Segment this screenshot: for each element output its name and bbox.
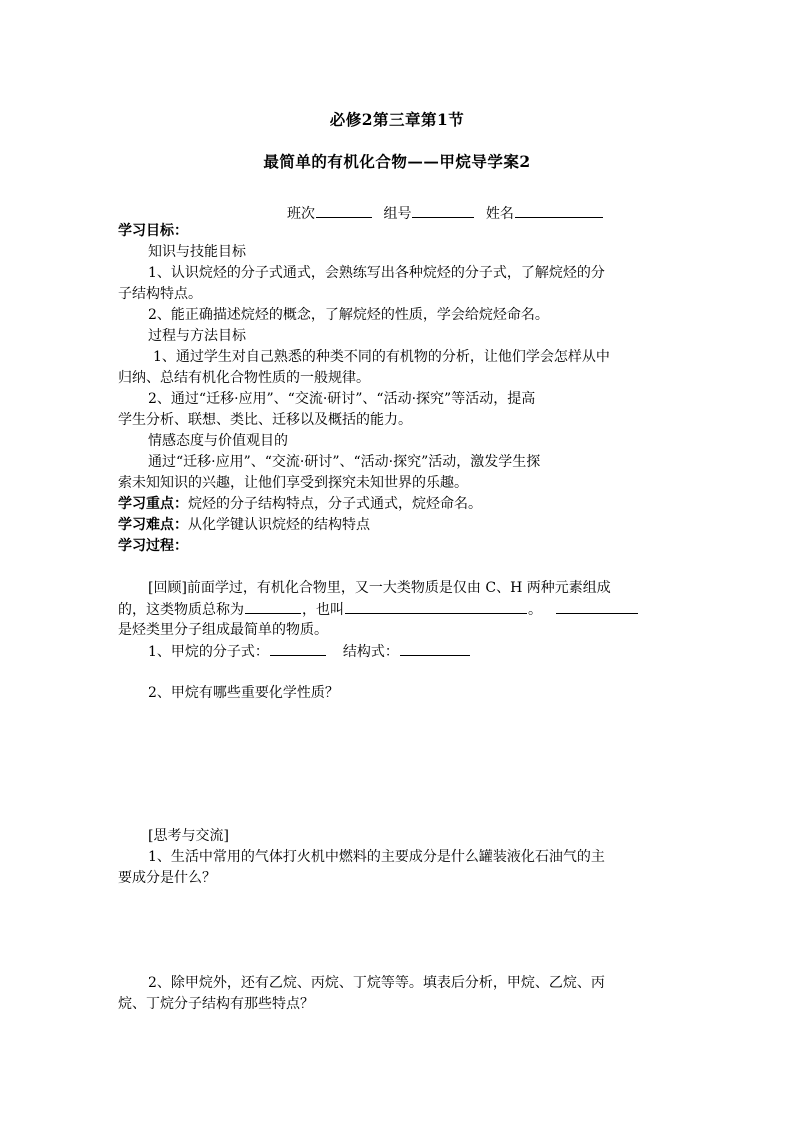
process-1-line-2: 归纳、总结有机化合物性质的一般规律。 bbox=[118, 370, 370, 386]
key-points-label: 学习重点： bbox=[118, 496, 188, 512]
structure-label: 结构式： bbox=[342, 644, 399, 660]
lesson-title: 最简单的有机化合物——甲烷导学案2 bbox=[263, 152, 531, 171]
key-points-text: 烷烃的分子结构特点，分子式通式，烷烃命名。 bbox=[188, 496, 482, 512]
knowledge-title: 知识与技能目标 bbox=[148, 244, 246, 260]
key-points bbox=[118, 494, 678, 514]
question-2: 2、甲烷有哪些重要化学性质？ bbox=[148, 685, 339, 701]
student-info-row bbox=[287, 203, 604, 223]
discussion-2-line-1: 2、除甲烷外，还有乙烷、丙烷、丁烷等等。填表后分析，甲烷、乙烷、丙 bbox=[148, 975, 605, 991]
process-2-line-1: 2、通过“迁移·应用”、“交流·研讨”、“活动·探究”等活动，提高 bbox=[148, 391, 536, 407]
chapter-title: 必修2第三章第1节 bbox=[329, 110, 465, 129]
formula-label: 1、甲烷的分子式： bbox=[148, 644, 269, 660]
discussion-2-line-2: 烷、丁烷分子结构有那些特点？ bbox=[118, 996, 314, 1012]
formula-blank[interactable] bbox=[270, 641, 326, 656]
knowledge-2: 2、能正确描述烷烃的概念，了解烷烃的性质，学会给烷烃命名。 bbox=[148, 307, 549, 323]
discussion-1-line-2: 要成分是什么？ bbox=[118, 870, 216, 886]
emotion-title: 情感态度与价值观目的 bbox=[148, 433, 288, 449]
knowledge-1-line-1: 1、认识烷烃的分子式通式，会熟练写出各种烷烃的分子式，了解烷烃的分 bbox=[148, 265, 605, 281]
review-blank-3[interactable] bbox=[556, 599, 638, 614]
discussion-1-line-1: 1、生活中常用的气体打火机中燃料的主要成分是什么罐装液化石油气的主 bbox=[148, 849, 605, 865]
structure-blank[interactable] bbox=[400, 641, 470, 656]
review-line-1: [回顾]前面学过，有机化合物里，又一大类物质是仅由 C、H 两种元素组成 bbox=[148, 580, 611, 596]
process-1-line-1: 1、通过学生对自己熟悉的种类不同的有机物的分析，让他们学会怎样从中 bbox=[153, 349, 610, 365]
knowledge-1-line-2: 子结构特点。 bbox=[118, 286, 202, 302]
emotion-line-2: 索未知知识的兴趣，让他们享受到探究未知世界的乐趣。 bbox=[118, 475, 468, 491]
process-2-line-2: 学生分析、联想、类比、迁移以及概括的能力。 bbox=[118, 412, 412, 428]
group-label: 组号 bbox=[383, 206, 412, 222]
review-line-2 bbox=[118, 599, 678, 620]
review-blank-2[interactable] bbox=[345, 599, 527, 614]
discussion-heading: [思考与交流] bbox=[148, 828, 229, 844]
review-text-b: ，也叫 bbox=[302, 602, 344, 618]
group-blank[interactable] bbox=[412, 203, 474, 218]
review-text-a: 的，这类物质总称为 bbox=[118, 602, 244, 618]
difficulty-text: 从化学键认识烷烃的结构特点 bbox=[188, 517, 370, 533]
review-blank-1[interactable] bbox=[245, 599, 301, 614]
review-text-c: 。 bbox=[528, 602, 542, 618]
question-1 bbox=[148, 641, 708, 662]
class-blank[interactable] bbox=[316, 203, 372, 218]
class-label: 班次 bbox=[287, 206, 315, 222]
difficulty-label: 学习难点： bbox=[118, 517, 188, 533]
objectives-heading: 学习目标： bbox=[118, 223, 188, 239]
process-heading: 学习过程： bbox=[118, 538, 188, 554]
difficulty bbox=[118, 515, 678, 535]
review-line-3: 是烃类里分子组成最简单的物质。 bbox=[118, 622, 328, 638]
emotion-line-1: 通过“迁移·应用”、“交流·研讨”、“活动·探究”活动，激发学生探 bbox=[148, 454, 541, 470]
name-label: 姓名 bbox=[485, 206, 514, 222]
process-title: 过程与方法目标 bbox=[148, 328, 246, 344]
name-blank[interactable] bbox=[515, 203, 603, 218]
